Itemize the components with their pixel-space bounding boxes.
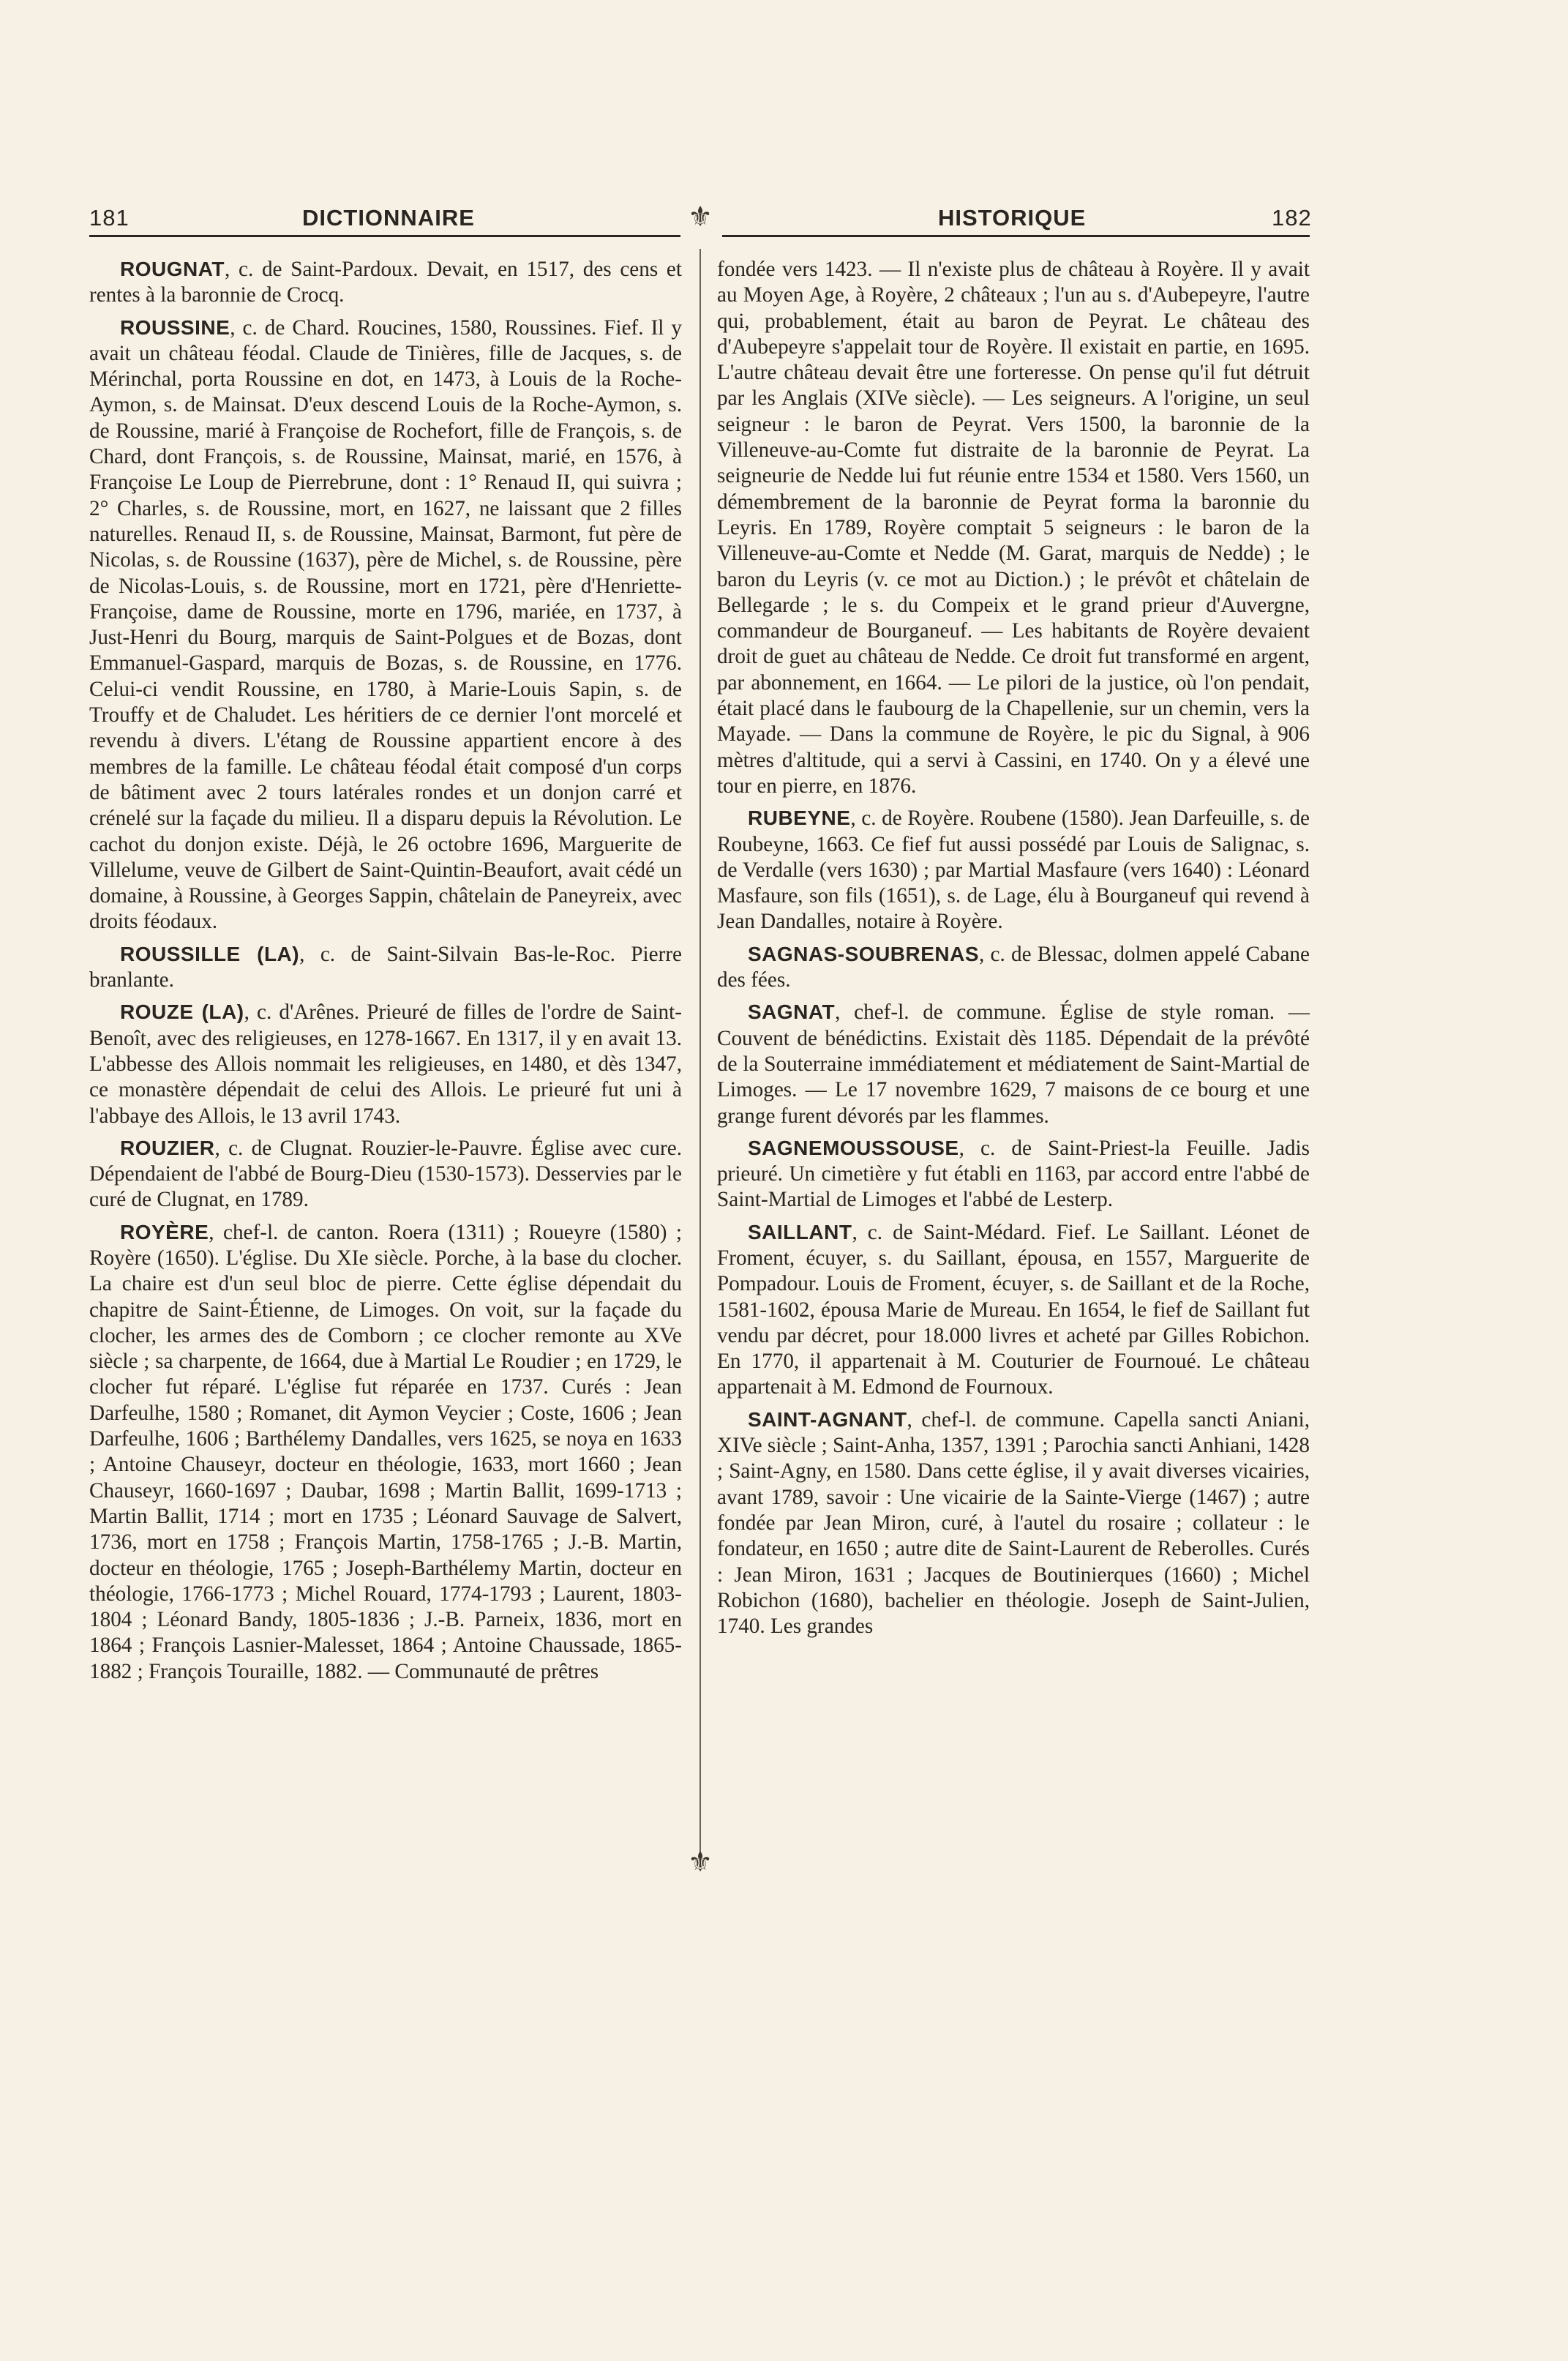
entry-royere (89, 1219, 682, 1685)
entry-saillant (717, 1219, 1310, 1401)
entry-text: , c. de Saint-Médard. Fief. Le Saillant. Léonet de Froment, écuyer, s. du Saillant, épousa, en 1557, Marguerite de Pompadour. Louis de Froment, écuyer, s. de Saillant et de la Roche, 1581-1602, épousa Marie de Mureau. En 1654, le fief de Saillant fut vendu par décret, pour 18.000 livres et acheté par Gilles Robichon. En 1770, il appartenait à M. Couturier de Fournoué. Le château appartenait à M. Edmond de Fournoux. (717, 1220, 1310, 1399)
running-title-left: DICTIONNAIRE (302, 205, 475, 231)
entry-rouzier (89, 1135, 682, 1213)
entry-roussine (89, 315, 682, 935)
entry-text: , c. de Blessac, dolmen appelé Cabane des fées. (717, 942, 1310, 992)
headword: ROUZIER (120, 1136, 215, 1159)
running-title-right: HISTORIQUE (938, 205, 1087, 231)
headword: ROUZE (LA) (120, 1000, 244, 1024)
entry-text: , chef-l. de canton. Roera (1311) ; Roueyre (1580) ; Royère (1650). L'église. Du XIe siècle. Porche, à la base du clocher. La chaire est d'un seul bloc de pierre. Cette église dépendait du chapitre de Saint-Étienne, de Limoges. On voit, sur la façade du clocher, les armes des de Comborn ; ce clocher remonte au XVe siècle ; sa charpente, de 1664, due à Martial Le Roudier ; en 1729, le clocher fut réparé. L'église fut réparée en 1737. Curés : Jean Darfeulhe, 1580 ; Romanet, dit Aymon Veycier ; Coste, 1606 ; Jean Darfeulhe, 1606 ; Barthélemy Dandalles, vers 1625, se noya en 1633 ; Antoine Chauseyr, docteur en théologie, 1633, mort 1660 ; Jean Chauseyr, 1660-1697 ; Daubar, 1698 ; Martin Ballit, 1699-1713 ; Martin Ballit, 1714 ; mort en 1735 ; Léonard Sauvage de Salvert, 1736, mort en 1758 ; François Martin, 1758-1765 ; J.-B. Martin, docteur en théologie, 1765 ; Joseph-Barthélemy Martin, docteur en théologie, 1766-1773 ; Michel Rouard, 1774-1793 ; Laurent, 1803-1804 ; Léonard Bandy, 1805-1836 ; J.-B. Parneix, 1836, mort en 1864 ; François Lasnier-Malesset, 1864 ; Antoine Chaussade, 1865-1882 ; François Touraille, 1882. — Communauté de prêtres (89, 1220, 682, 1683)
headword: ROUGNAT (120, 258, 225, 280)
headword: RUBEYNE (748, 807, 851, 830)
header-rule-right (722, 235, 1310, 237)
entry-text: , c. de Chard. Roucines, 1580, Roussines. Fief. Il y avait un château féodal. Claude de Tinières, fille de Jacques, s. de Mérinchal, porta Roussine en dot, en 1473, à Louis de la Roche-Aymon, s. de Mainsat. D'eux descend Louis de la Roche-Aymon, s. de Roussine, marié à Françoise de Rochefort, fille de François, s. de Chard, dont François, s. de Roussine, Mainsat, marié, en 1576, à Françoise Le Loup de Pierrebrune, dont : 1° Renaud II, qui suivra ; 2° Charles, s. de Roussine, mort, en 1627, ne laissant que 2 filles naturelles. Renaud II, s. de Roussine, Mainsat, Barmont, fut père de Nicolas, s. de Roussine (1637), père de Michel, s. de Roussine, père de Nicolas-Louis, s. de Roussine, mort en 1721, père d'Henriette-Françoise, dame de Roussine, morte en 1796, mariée, en 1737, à Just-Henri du Bourg, marquis de Saint-Polgues et de Bozas, dont Emmanuel-Gaspard, marquis de Bozas, s. de Roussine, en 1776. Celui-ci vendit Roussine, en 1780, à Marie-Louis Sapin, s. de Trouffy et de Chaludet. Les héritiers de ce dernier l'ont morcelé et revendu à divers. L'étang de Roussine appartient encore à des membres de la famille. Le château féodal était composé d'un corps de bâtiment avec 2 tours latérales rondes et un donjon carré et crénelé sur la façade du milieu. Il a disparu depuis la Révolution. Le cachot du donjon existe. Déjà, le 26 octobre 1696, Marguerite de Villelume, veuve de Gilbert de Saint-Quintin-Beaufort, avait cédé un domaine, à Roussine, à Georges Sappin, châtelain de Paneyreix, avec droits féodaux. (89, 315, 682, 934)
fleur-de-lis-icon: ⚜ (688, 202, 714, 233)
headword: SAINT-AGNANT (748, 1407, 907, 1431)
entry-rubeyne (717, 805, 1310, 935)
entry-roussille (89, 941, 682, 994)
entry-text: , c. de Saint-Priest-la Feuille. Jadis prieuré. Un cimetière y fut établi en 1163, par accord entre l'abbé de Saint-Martial de Limoges et l'abbé de Lesterp. (717, 1136, 1310, 1212)
headword: SAILLANT (748, 1220, 852, 1243)
headword: SAGNEMOUSSOUSE (748, 1136, 959, 1159)
headword: SAGNAS-SOUBRENAS (748, 942, 980, 965)
entry-rougnat (89, 256, 682, 309)
entry-sagnemoussouse (717, 1135, 1310, 1213)
header-rule-left (89, 235, 680, 237)
headword: ROYÈRE (120, 1220, 209, 1243)
page-header (0, 202, 1568, 249)
entry-text: , c. d'Arênes. Prieuré de filles de l'ordre de Saint-Benoît, avec des religieuses, en 1278-1667. En 1317, il y en avait 13. L'abbesse des Allois nommait les religieuses, en 1480, et dès 1347, ce monastère dépendait de celui des Allois. Le prieuré fut uni à l'abbaye des Allois, le 13 avril 1743. (89, 1000, 682, 1128)
entry-saint-agnant (717, 1407, 1310, 1640)
entry-sagnas-soubrenas (717, 941, 1310, 994)
entry-sagnat (717, 999, 1310, 1129)
entry-text: , chef-l. de commune. Église de style roman. — Couvent de bénédictins. Existait dès 1185. Dépendait de la prévôté de la Souterraine immédiatement et médiatement de Saint-Martial de Limoges. — Le 17 novembre 1629, 7 maisons de ce bourg et une grange furent dévorés par les flammes. (717, 1000, 1310, 1128)
headword: ROUSSILLE (LA) (120, 942, 300, 965)
entry-text: , c. de Clugnat. Rouzier-le-Pauvre. Église avec cure. Dépendaient de l'abbé de Bourg-Dieu (1530-1573). Desservies par le curé de Clugnat, en 1789. (89, 1136, 682, 1212)
entry-royere-continued (717, 256, 1310, 799)
entry-text: , c. de Saint-Silvain Bas-le-Roc. Pierre branlante. (89, 942, 682, 992)
headword: ROUSSINE (120, 315, 230, 339)
right-column (717, 256, 1310, 1645)
entry-text: , c. de Royère. Roubene (1580). Jean Darfeuille, s. de Roubeyne, 1663. Ce fief fut aussi possédé par Louis de Salignac, s. de Verdalle (vers 1630) ; par Martial Masfaure (vers 1640) : Léonard Masfaure, son fils (1651), s. de Lage, élu à Bourganeuf qui revend à Jean Dandalles, notaire à Royère. (717, 807, 1310, 934)
entry-text: fondée vers 1423. — Il n'existe plus de château à Royère. Il y avait au Moyen Age, à Royère, 2 châteaux ; l'un au s. d'Aubepeyre, l'autre qui, probablement, était au baron de Peyrat. Le château des d'Aubepeyre s'appelait tour de Royère. Il existait en partie, en 1695. L'autre château devait être une forteresse. On pense qu'il fut détruit par les Anglais (XIVe siècle). — Les seigneurs. A l'origine, un seul seigneur : le baron de Peyrat. Vers 1500, la baronnie de la Villeneuve-au-Comte fut distraite de la baronnie de Peyrat. La seigneurie de Nedde lui fut réunie entre 1534 et 1580. Vers 1560, un démembrement de la baronnie de Peyrat forma la baronnie du Leyris. En 1789, Royère comptait 5 seigneurs : le baron de la Villeneuve-au-Comte et Nedde (M. Garat, marquis de Nedde) ; le baron du Leyris (v. ce mot au Diction.) ; le prévôt et châtelain de Bellegarde ; le s. du Compeix et le grand prieur d'Auvergne, commandeur de Bourganeuf. — Les habitants de Royère devaient droit de guet au château de Nedde. Ce droit fut transformé en argent, par abonnement, en 1664. — Le pilori de la justice, où l'on pendait, était placé dans le faubourg de la Chapellenie, sur un chemin, vers la Mayade. — Dans la commune de Royère, le pic du Signal, à 906 mètres d'altitude, qui a servi à Cassini, en 1740. On y a élevé une tour en pierre, en 1876. (717, 258, 1310, 798)
fleur-de-lis-icon-bottom: ⚜ (688, 1846, 713, 1878)
left-column (89, 256, 682, 1691)
headword: SAGNAT (748, 1000, 836, 1024)
entry-text: , chef-l. de commune. Capella sancti Aniani, XIVe siècle ; Saint-Anha, 1357, 1391 ; Parochia sancti Anhiani, 1428 ; Saint-Agny, en 1580. Dans cette église, il y avait diverses vicairies, avant 1789, savoir : Une vicairie de la Sainte-Vierge (1467) ; autre fondée par Jean Miron, curé, à l'autel du rosaire ; collateur : le fondateur, en 1650 ; autre dite de Saint-Laurent de Reberolles. Curés : Jean Miron, 1631 ; Jacques de Boutinierques (1660) ; Michel Robichon (1680), bachelier en théologie. Joseph de Saint-Julien, 1740. Les grandes (717, 1407, 1310, 1639)
entry-text: , c. de Saint-Pardoux. Devait, en 1517, des cens et rentes à la baronnie de Crocq. (89, 258, 682, 307)
column-divider (699, 249, 701, 1859)
entry-rouze (89, 999, 682, 1129)
page-number-left: 181 (89, 205, 130, 231)
page-number-right: 182 (1272, 205, 1312, 231)
